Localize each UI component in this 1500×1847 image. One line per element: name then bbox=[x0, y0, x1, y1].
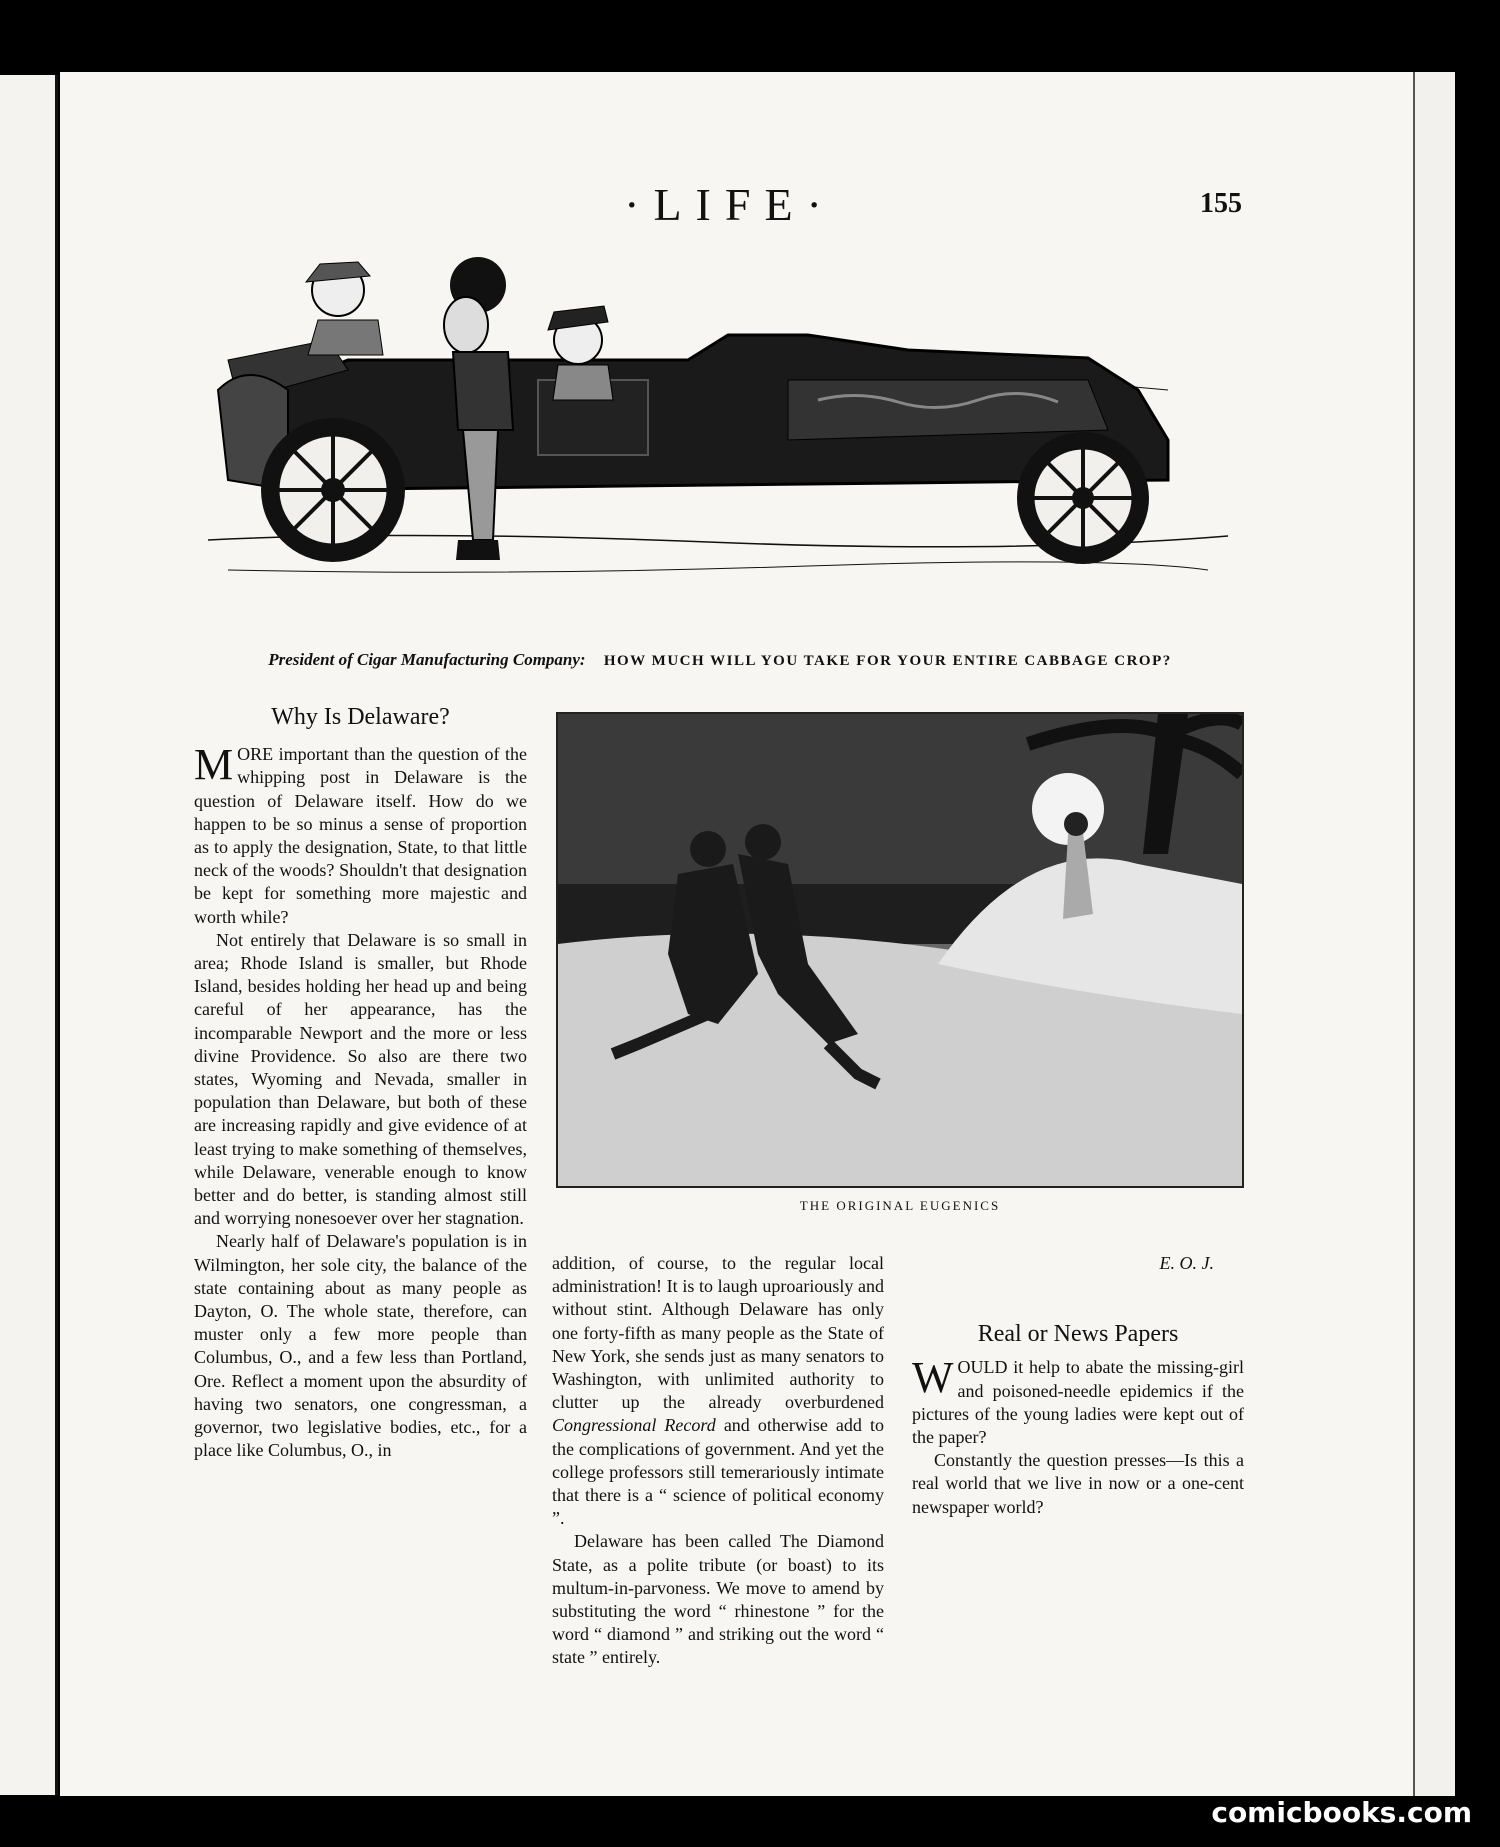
article-paragraph: Nearly half of Delaware's population is in Wilmington, her sole city, the balance of the state containing about as many people as Dayton, O. The whole state, therefore, can muster only a few more people than Columbus, O., and a few less than Portland, Ore. Reflect a moment upon the absurdity of having two senators, one congressman, a governor, two legislative bodies, etc., for a place like Columbus, O., in bbox=[194, 1231, 527, 1461]
article-paragraph: Delaware has been called The Diamond State, as a polite tribute (or boast) to its multum-in-parvoness. We move to amend by substituting the word “ rhinestone ” for the word “ diamond ” and striking out the word “ state ” entirely. bbox=[552, 1531, 884, 1668]
article-column-3 bbox=[912, 1252, 1244, 1519]
publication-title: Congressional Record bbox=[552, 1415, 716, 1436]
page-margin-strip bbox=[1413, 72, 1455, 1796]
article-column-1 bbox=[194, 704, 527, 1463]
article-paragraph: Not entirely that Delaware is so small in area; Rhode Island is smaller, but Rhode Island, besides holding her head up and being careful of her appearance, has the incomparable Newport and the more or less divine Providence. So also are there two states, Wyoming and Nevada, smaller in population than Delaware, but both of these are increasing rapidly and give evidence of at least trying to make something of themselves, while Delaware, venerable enough to know better and do better, is standing almost still and worrying nonesoever over her stagnation. bbox=[194, 929, 527, 1229]
author-signature: E. O. J. bbox=[1159, 1253, 1214, 1273]
paragraph-text: ORE important than the question of the whipping post in Delaware is the question of Delaware itself. How do we happen to be so minus a sense of proportion as to apply the designation, State, to that little neck of the woods? Shouldn't that designation be kept for something more majestic and worth while? bbox=[194, 744, 527, 927]
drop-cap: W bbox=[912, 1353, 954, 1403]
masthead: ·LIFE· bbox=[624, 179, 836, 230]
paragraph-text: and otherwise add to the complications of government. And yet the college professors still temerariously intimate that there is a “ science of political economy ”. bbox=[552, 1415, 884, 1529]
car-cartoon-caption bbox=[200, 650, 1240, 670]
eugenics-caption: THE ORIGINAL EUGENICS bbox=[799, 1198, 1001, 1213]
article-paragraph bbox=[912, 1353, 1244, 1449]
paragraph-text: addition, of course, to the regular local administration! It is to laugh uproariously and without stint. Although Delaware has only one forty-fifth as many people as the State of New York, she sends just as many senators to Washington, with unlimited authority to clutter up the already overburdened bbox=[552, 1253, 884, 1413]
article-paragraph bbox=[194, 740, 527, 929]
article-column-2 bbox=[552, 1252, 884, 1670]
article-paragraph: Constantly the question presses—Is this a real world that we live in now or a one-cent newspaper world? bbox=[912, 1450, 1244, 1517]
article-paragraph bbox=[552, 1252, 884, 1530]
facing-page-edge bbox=[0, 75, 58, 1795]
caption-speaker: President of Cigar Manufacturing Company: bbox=[268, 650, 586, 669]
article-title-delaware: Why Is Delaware? bbox=[271, 704, 450, 730]
drop-cap: M bbox=[194, 740, 234, 790]
paragraph-text: OULD it help to abate the missing-girl and poisoned-needle epidemics if the pictures of the young ladies were kept out of the paper? bbox=[912, 1357, 1244, 1448]
original-eugenics-illustration bbox=[556, 712, 1244, 1188]
site-watermark: comicbooks.com bbox=[1211, 1796, 1472, 1829]
article-title-news-papers: Real or News Papers bbox=[977, 1321, 1179, 1348]
car-cartoon-illustration bbox=[208, 240, 1228, 660]
page-number: 155 bbox=[1200, 188, 1242, 219]
caption-quote: HOW MUCH WILL YOU TAKE FOR YOUR ENTIRE CABBAGE CROP? bbox=[603, 653, 1172, 669]
